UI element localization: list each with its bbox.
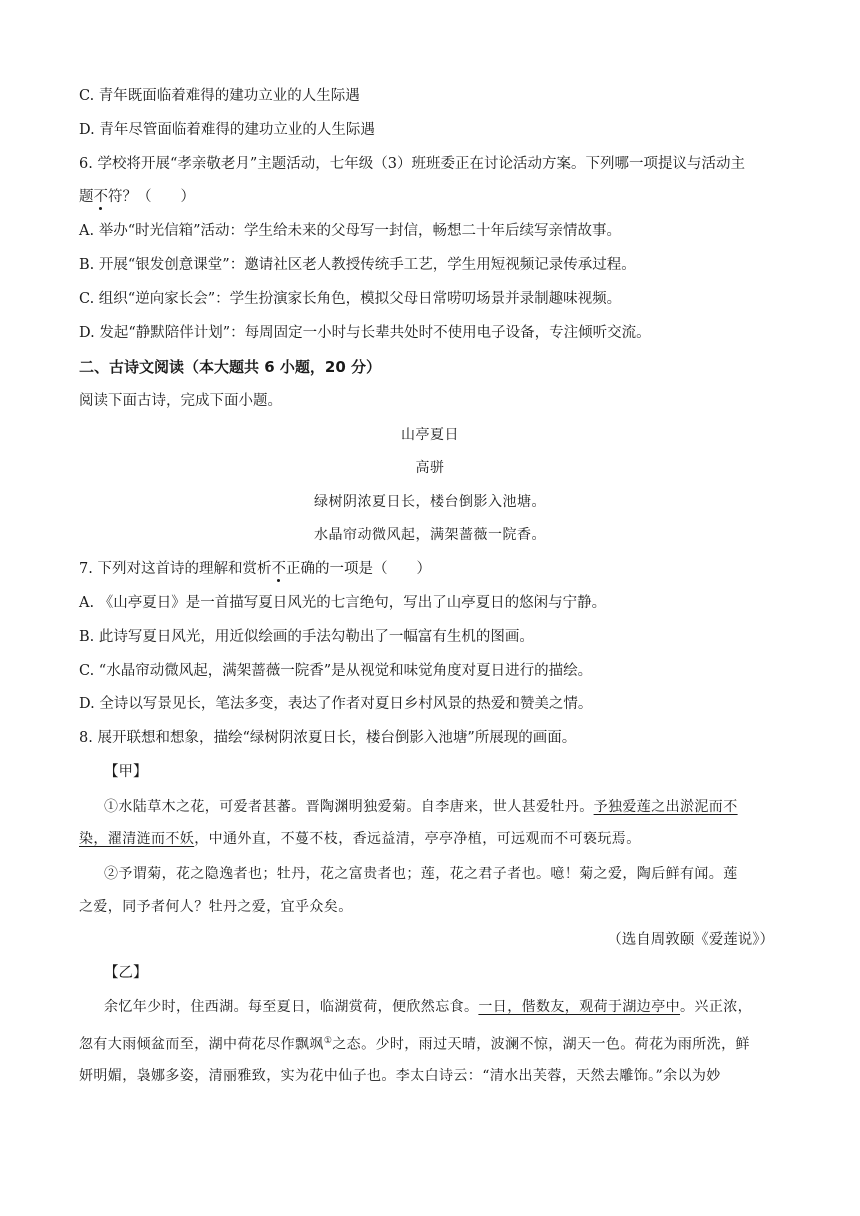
poem-line-2: 水晶帘动微风起，满架蔷薇一院香。: [314, 527, 546, 543]
jia-p1-line1: [104, 797, 781, 817]
q7-stem-part: 7. 下列对这首诗的理解和赏析: [79, 561, 272, 577]
underlined-sentence: 一日，偕数友，观荷于湖边亭中: [478, 999, 681, 1015]
emphasis-dot-char: 不: [271, 561, 286, 577]
q6-stem-line2: [79, 187, 781, 207]
poem-title: 山亭夏日: [401, 427, 459, 443]
q6-option-c: C. 组织“逆向家长会”：学生扮演家长角色，模拟父母日常唠叨场景并录制趣味视频。: [79, 291, 622, 307]
yi-text: 余忆年少时，住西湖。每至夏日，临湖赏荷，便欣然忘食。: [104, 999, 479, 1015]
yi-line2: [79, 1031, 781, 1055]
emphasis-dot-char: 不: [93, 189, 108, 205]
passage-yi-label: 【乙】: [104, 965, 148, 981]
q7-option-a: A. 《山亭夏日》是一首描写夏日风光的七言绝句，写出了山亭夏日的悠闲与宁静。: [79, 595, 607, 611]
section-intro: 阅读下面古诗，完成下面小题。: [79, 393, 282, 409]
yi-line1: [104, 997, 781, 1017]
jia-p1-line2: [79, 829, 781, 849]
q6-option-b: B. 开展“银发创意课堂”：邀请社区老人教授传统手工艺，学生用短视频记录传承过程。: [79, 257, 636, 273]
underlined-sentence: 染，濯清涟而不妖: [79, 831, 195, 847]
q7-stem-part: 正确的一项是（ ）: [285, 561, 431, 577]
jia-source: （选自周敦颐《爱莲说》）: [607, 932, 774, 948]
q7-option-d: D. 全诗以写景见长，笔法多变，表达了作者对夏日乡村风景的热爱和赞美之情。: [79, 696, 593, 712]
q6-stem-part: 题: [79, 189, 94, 205]
q6-stem-part: 符？（ ）: [108, 189, 195, 205]
yi-text: 忽有大雨倾盆而至，湖中荷花尽作飘飒: [79, 1036, 324, 1053]
q7-option-c: C. “水晶帘动微风起，满架蔷薇一院香”是从视觉和味觉角度对夏日进行的描绘。: [79, 663, 593, 679]
q5-option-c: C. 青年既面临着难得的建功立业的人生际遇: [79, 88, 360, 104]
q7-option-b: B. 此诗写夏日风光，用近似绘画的手法勾勒出了一幅富有生机的图画。: [79, 629, 534, 645]
q5-option-d: D. 青年尽管面临着难得的建功立业的人生际遇: [79, 122, 375, 138]
jia-p2-line1: ②予谓菊，花之隐逸者也；牡丹，花之富贵者也；莲，花之君子者也。噫！菊之爱，陶后鲜有闻。莲: [104, 866, 738, 882]
poem-line-1: 绿树阴浓夏日长，楼台倒影入池塘。: [314, 494, 546, 510]
jia-text: ①水陆草木之花，可爱者甚蕃。晋陶渊明独爱菊。自李唐来，世人甚爱牡丹。: [104, 799, 594, 815]
q8-stem: 8. 展开联想和想象，描绘“绿树阴浓夏日长，楼台倒影入池塘”所展现的画面。: [79, 730, 577, 746]
passage-jia-label: 【甲】: [104, 764, 148, 780]
jia-p2-line2: 之爱，同予者何人？牡丹之爱，宜乎众矣。: [79, 899, 353, 915]
q6-stem-line1: 6. 学校将开展“孝亲敬老月”主题活动，七年级（3）班班委正在讨论活动方案。下列哪一项提议与活动主: [79, 156, 745, 172]
yi-text: 之态。少时，雨过天晴，波澜不惊，湖天一色。荷花为雨所洗，鲜: [332, 1036, 750, 1053]
q7-stem: [79, 559, 781, 579]
footnote-marker: ①: [323, 1036, 333, 1046]
section-heading: 二、古诗文阅读（本大题共 6 小题，20 分）: [79, 358, 381, 376]
jia-text: ，中通外直，不蔓不枝，香远益清，亭亭净植，可远观而不可亵玩焉。: [194, 831, 641, 847]
q6-option-a: A. 举办“时光信箱”活动：学生给未来的父母写一封信，畅想二十年后续写亲情故事。: [79, 223, 622, 239]
yi-text: 。兴正浓，: [680, 999, 753, 1015]
yi-line3: 妍明媚，袅娜多姿，清丽雅致，实为花中仙子也。李太白诗云：“清水出芙蓉，天然去雕饰。”余以为妙: [79, 1068, 721, 1084]
underlined-sentence: 予独爱莲之出淤泥而不: [593, 799, 738, 815]
poem-author: 高骈: [415, 460, 445, 476]
q6-option-d: D. 发起“静默陪伴计划”：每周固定一小时与长辈共处时不使用电子设备，专注倾听交流。: [79, 325, 651, 341]
